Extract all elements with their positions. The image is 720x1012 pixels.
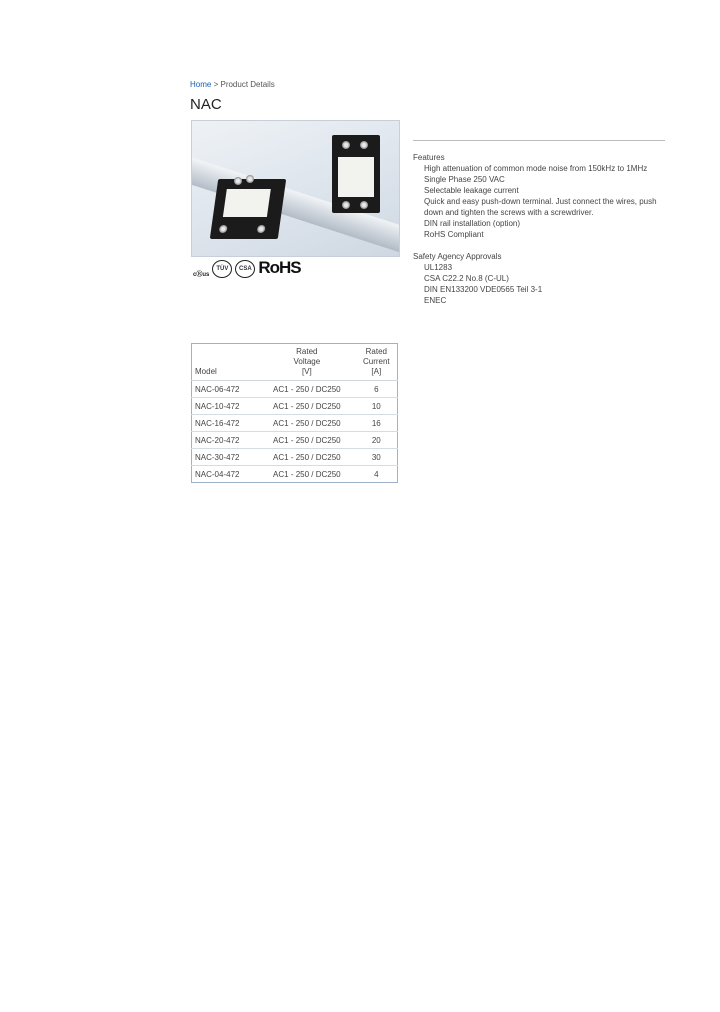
cell-model: NAC-10-472 [192,398,259,415]
cell-current: 20 [355,432,398,449]
filter-unit-right [332,135,380,213]
cell-voltage: AC1 - 250 / DC250 [258,466,355,483]
list-item: DIN rail installation (option) [424,219,521,228]
list-item: Quick and easy push-down terminal. Just connect the wires, push down and tighten the screws with a screwdriver. [424,197,657,217]
certification-logos [193,258,301,278]
tuv-logo: TÜV [212,260,232,278]
header-voltage-line: [V] [301,367,312,376]
header-voltage-line: Rated [296,347,318,356]
filter-unit-left [210,179,286,239]
header-current-line: Rated [365,347,387,356]
section-divider [413,140,665,141]
table-row [192,415,398,432]
list-item: CSA C22.2 No.8 (C-UL) [424,274,509,283]
product-photo [191,120,400,257]
table-row [192,466,398,483]
table-row [192,398,398,415]
cell-voltage: AC1 - 250 / DC250 [258,432,355,449]
cell-current: 10 [355,398,398,415]
list-item: RoHS Compliant [424,230,484,239]
table-row [192,449,398,466]
table-row [192,432,398,449]
table-row [192,381,398,398]
cell-voltage: AC1 - 250 / DC250 [258,381,355,398]
features-heading: Features [413,153,445,162]
cell-model: NAC-16-472 [192,415,259,432]
cell-model: NAC-30-472 [192,449,259,466]
spec-table [191,343,398,483]
header-current-line: Current [362,357,390,366]
header-voltage [258,344,355,381]
features-list [413,163,665,240]
approvals-section [413,251,665,306]
cell-current: 4 [355,466,398,483]
list-item: Selectable leakage current [424,186,519,195]
cell-voltage: AC1 - 250 / DC250 [258,415,355,432]
breadcrumb [190,80,275,89]
table-header-row [192,344,398,381]
approvals-list [413,262,665,306]
cell-model: NAC-04-472 [192,466,259,483]
ul-logo: cⓇus [193,272,210,278]
header-model: Model [192,344,259,381]
features-section [413,152,665,240]
list-item: DIN EN133200 VDE0565 Teil 3-1 [424,285,543,294]
header-current [355,344,398,381]
header-current-line: [A] [371,367,382,376]
cell-voltage: AC1 - 250 / DC250 [258,449,355,466]
header-voltage-line: Voltage [293,357,321,366]
cell-current: 16 [355,415,398,432]
breadcrumb-separator: > [213,80,219,89]
list-item: UL1283 [424,263,453,272]
cell-current: 30 [355,449,398,466]
breadcrumb-current: Product Details [220,80,275,89]
cell-voltage: AC1 - 250 / DC250 [258,398,355,415]
cell-model: NAC-20-472 [192,432,259,449]
rohs-logo: RoHS [258,258,301,277]
list-item: Single Phase 250 VAC [424,175,505,184]
breadcrumb-home-link[interactable]: Home [190,80,212,89]
list-item: High attenuation of common mode noise from 150kHz to 1MHz [424,164,648,173]
cell-current: 6 [355,381,398,398]
approvals-heading: Safety Agency Approvals [413,252,502,261]
cell-model: NAC-06-472 [192,381,259,398]
list-item: ENEC [424,296,447,305]
csa-logo: CSA [235,260,255,278]
page-title: NAC [190,96,222,113]
